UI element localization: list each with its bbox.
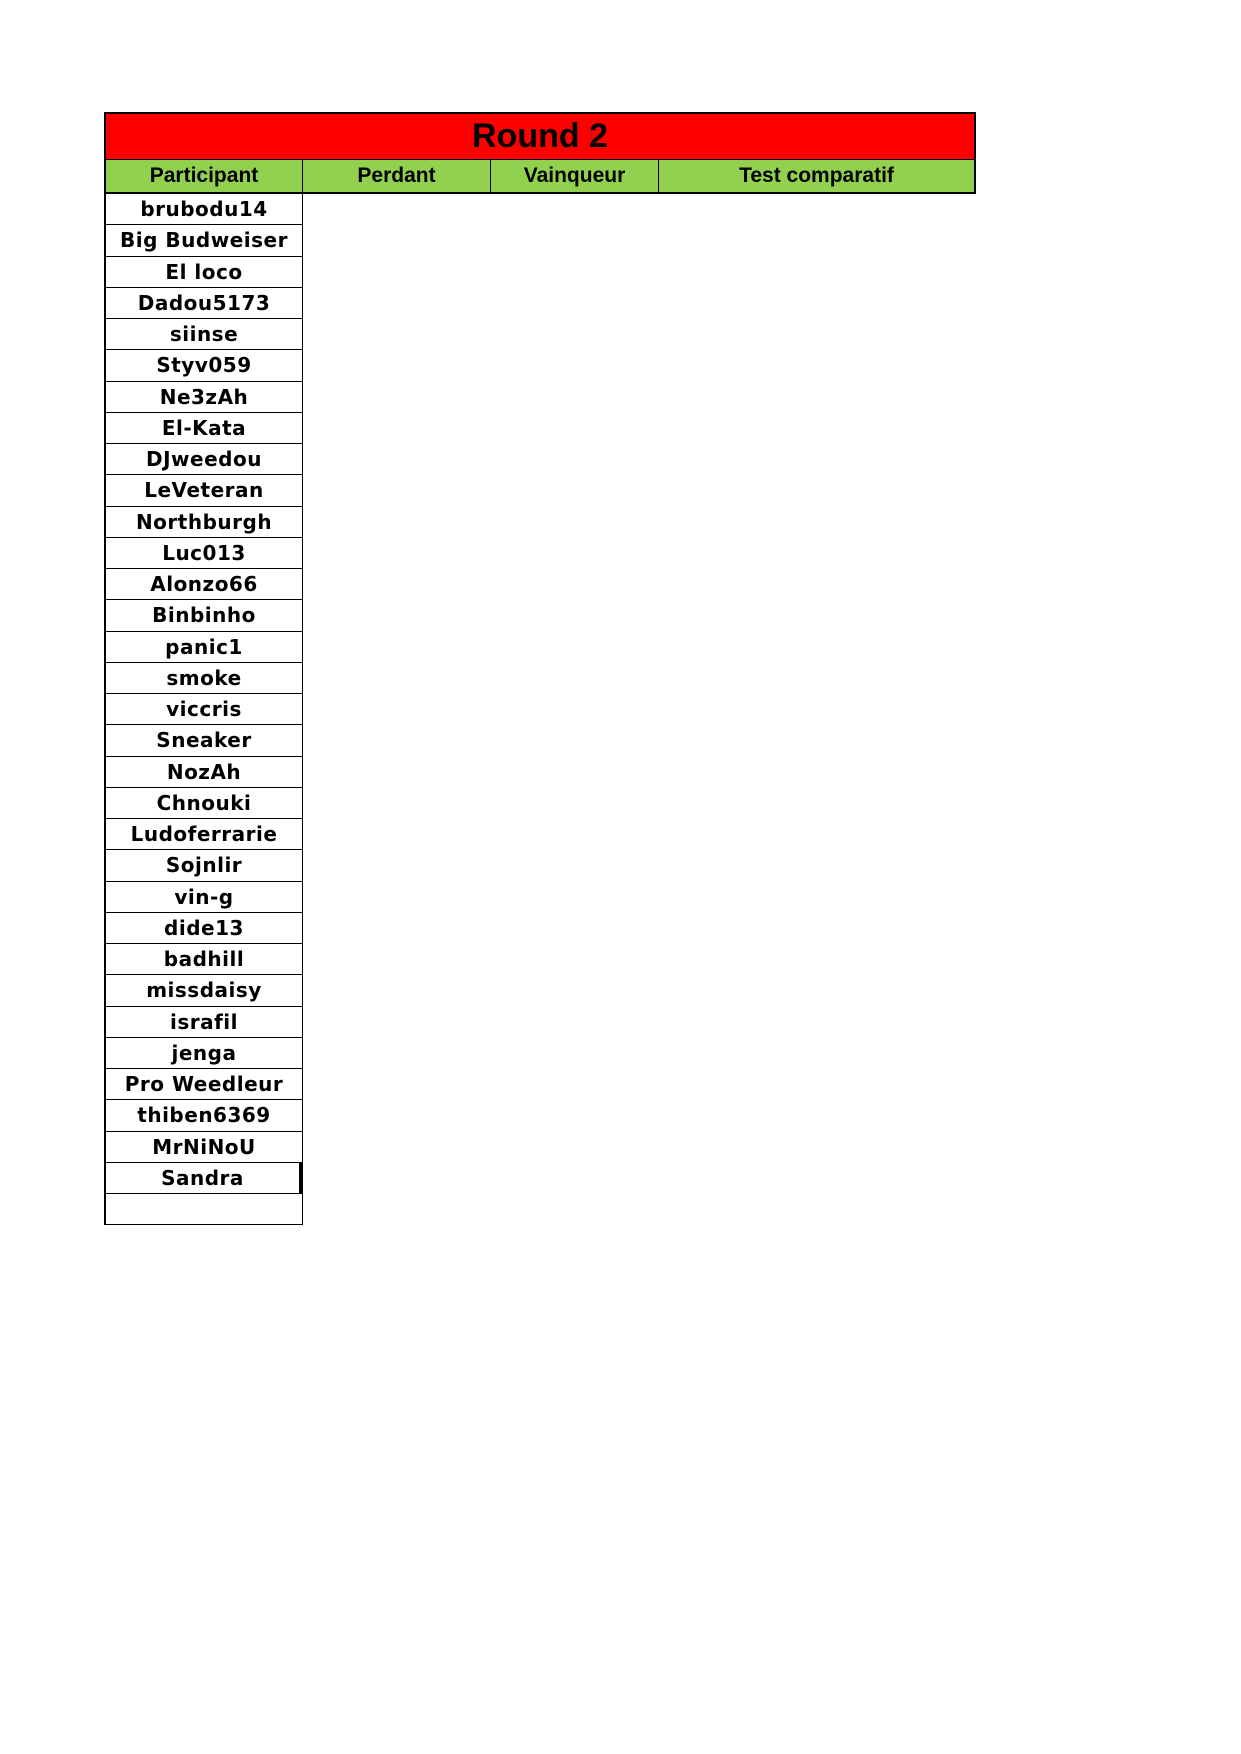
participant-cell[interactable]: El-Kata: [104, 413, 303, 444]
participant-cell[interactable]: badhill: [104, 944, 303, 975]
participant-cell[interactable]: missdaisy: [104, 975, 303, 1006]
participant-cell[interactable]: Pro Weedleur: [104, 1069, 303, 1100]
participant-cell[interactable]: Chnouki: [104, 788, 303, 819]
participant-cell[interactable]: vin-g: [104, 882, 303, 913]
participant-list: [104, 194, 303, 1225]
participant-cell[interactable]: brubodu14: [104, 194, 303, 225]
participant-cell[interactable]: Northburgh: [104, 507, 303, 538]
participant-cell[interactable]: Ne3zAh: [104, 382, 303, 413]
participant-cell[interactable]: Sandra: [104, 1163, 303, 1194]
participant-cell[interactable]: israfil: [104, 1007, 303, 1038]
round-table: [104, 112, 976, 1225]
participant-cell[interactable]: Big Budweiser: [104, 225, 303, 256]
table-title[interactable]: Round 2: [104, 112, 976, 160]
participant-cell[interactable]: Sojnlir: [104, 850, 303, 881]
participant-cell[interactable]: MrNiNoU: [104, 1132, 303, 1163]
participant-cell[interactable]: LeVeteran: [104, 475, 303, 506]
participant-cell[interactable]: NozAh: [104, 757, 303, 788]
participant-cell[interactable]: smoke: [104, 663, 303, 694]
participant-cell[interactable]: [104, 1194, 303, 1225]
participant-cell[interactable]: Luc013: [104, 538, 303, 569]
header-vainqueur[interactable]: Vainqueur: [491, 160, 659, 192]
participant-cell[interactable]: siinse: [104, 319, 303, 350]
participant-cell[interactable]: Alonzo66: [104, 569, 303, 600]
header-participant[interactable]: Participant: [106, 160, 303, 192]
participant-cell[interactable]: Binbinho: [104, 600, 303, 631]
participant-cell[interactable]: panic1: [104, 632, 303, 663]
participant-cell[interactable]: Ludoferrarie: [104, 819, 303, 850]
header-perdant[interactable]: Perdant: [303, 160, 491, 192]
participant-cell[interactable]: Sneaker: [104, 725, 303, 756]
participant-cell[interactable]: Dadou5173: [104, 288, 303, 319]
participant-cell[interactable]: viccris: [104, 694, 303, 725]
participant-cell[interactable]: Styv059: [104, 350, 303, 381]
header-row: [104, 160, 976, 194]
participant-cell[interactable]: El loco: [104, 257, 303, 288]
participant-cell[interactable]: jenga: [104, 1038, 303, 1069]
participant-cell[interactable]: thiben6369: [104, 1100, 303, 1131]
participant-cell[interactable]: dide13: [104, 913, 303, 944]
participant-cell[interactable]: DJweedou: [104, 444, 303, 475]
header-test-comparatif[interactable]: Test comparatif: [739, 164, 894, 187]
